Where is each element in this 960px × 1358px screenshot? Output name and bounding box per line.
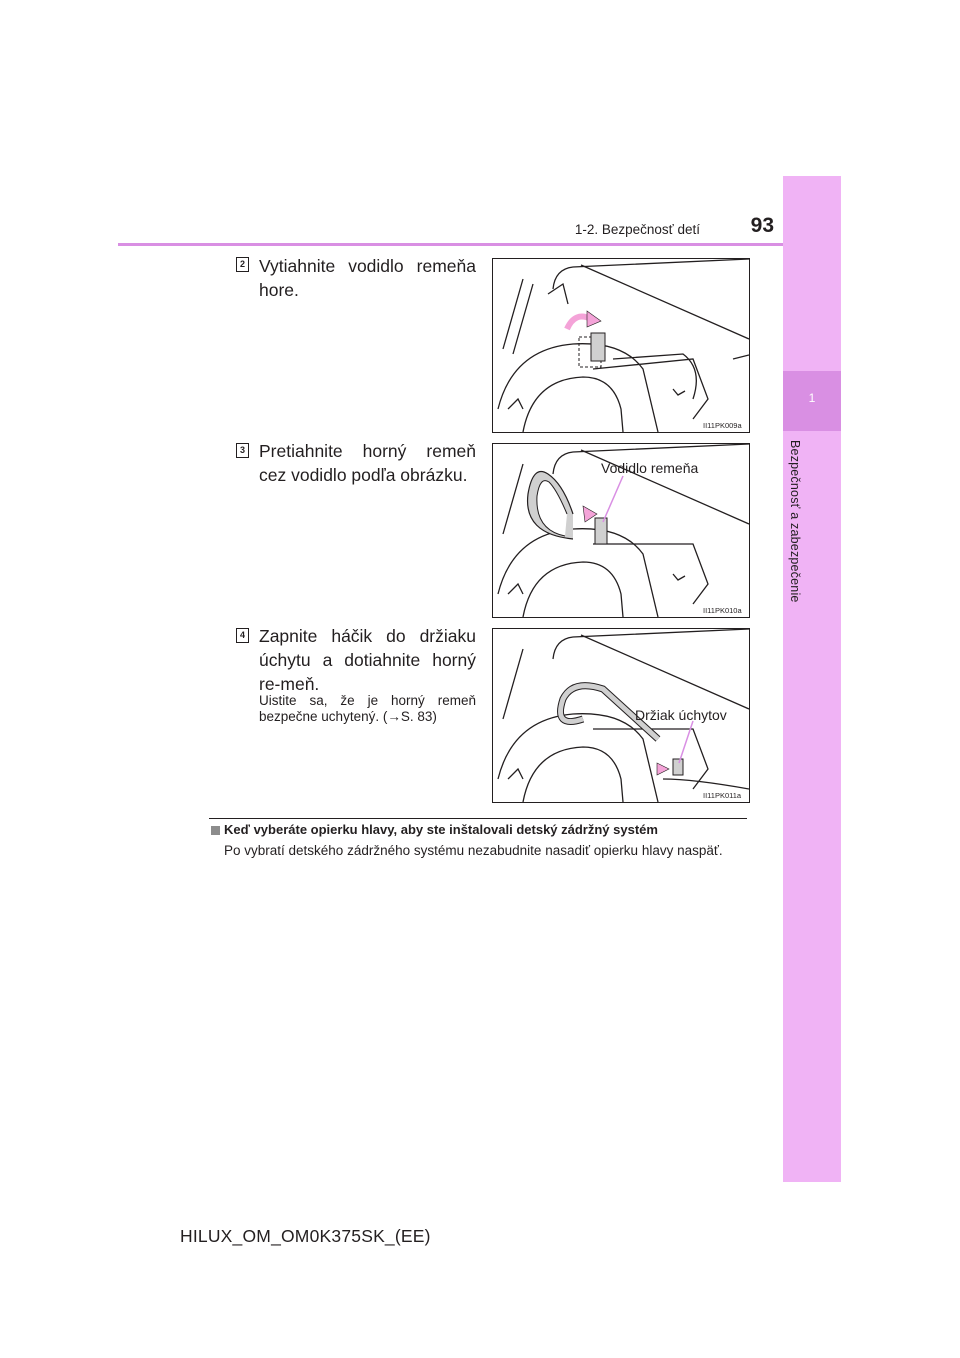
step-number-box: 4: [236, 628, 249, 643]
header-rule: [118, 243, 783, 246]
page-number: 93: [750, 214, 774, 237]
callout-anchor-holder: Držiak úchytov: [635, 707, 727, 723]
figure-pull-strap-guide: [492, 258, 750, 433]
figure-code: II11PK009a: [703, 421, 742, 430]
figure-code: II11PK010a: [703, 606, 742, 615]
footer-code: HILUX_OM_OM0K375SK_(EE): [180, 1226, 431, 1246]
step-number-box: 2: [236, 257, 249, 272]
figure-attach-hook: [492, 628, 750, 803]
side-tab: [783, 176, 841, 1182]
step-text: Zapnite háčik do držiaku úchytu a dotiahnite horný re-meň.: [259, 626, 476, 694]
step-text: Pretiahnite horný remeň cez vodidlo podľa obrázku.: [259, 441, 476, 485]
chapter-title: Bezpečnosť a zabezpečenie: [788, 440, 802, 603]
info-body: Po vybratí detského zádržného systému nezabudnite nasadiť opierku hlavy naspäť.: [224, 843, 723, 858]
step-note: Uistite sa, že je horný remeň bezpečne uchytený. (→S. 83): [259, 693, 476, 724]
chapter-number: 1: [808, 391, 816, 405]
bullet-square-icon: [211, 826, 220, 835]
step-number-box: 3: [236, 443, 249, 458]
info-title: Keď vyberáte opierku hlavy, aby ste inštalovali detský zádržný systém: [224, 822, 658, 837]
section-title: 1-2. Bezpečnosť detí: [574, 222, 700, 237]
figure-route-strap: [492, 443, 750, 618]
figure-code: II11PK011a: [703, 791, 742, 800]
callout-strap-guide: Vodidlo remeňa: [601, 460, 699, 476]
step-text: Vytiahnite vodidlo remeňa hore.: [259, 256, 476, 300]
section-divider: [209, 818, 747, 819]
